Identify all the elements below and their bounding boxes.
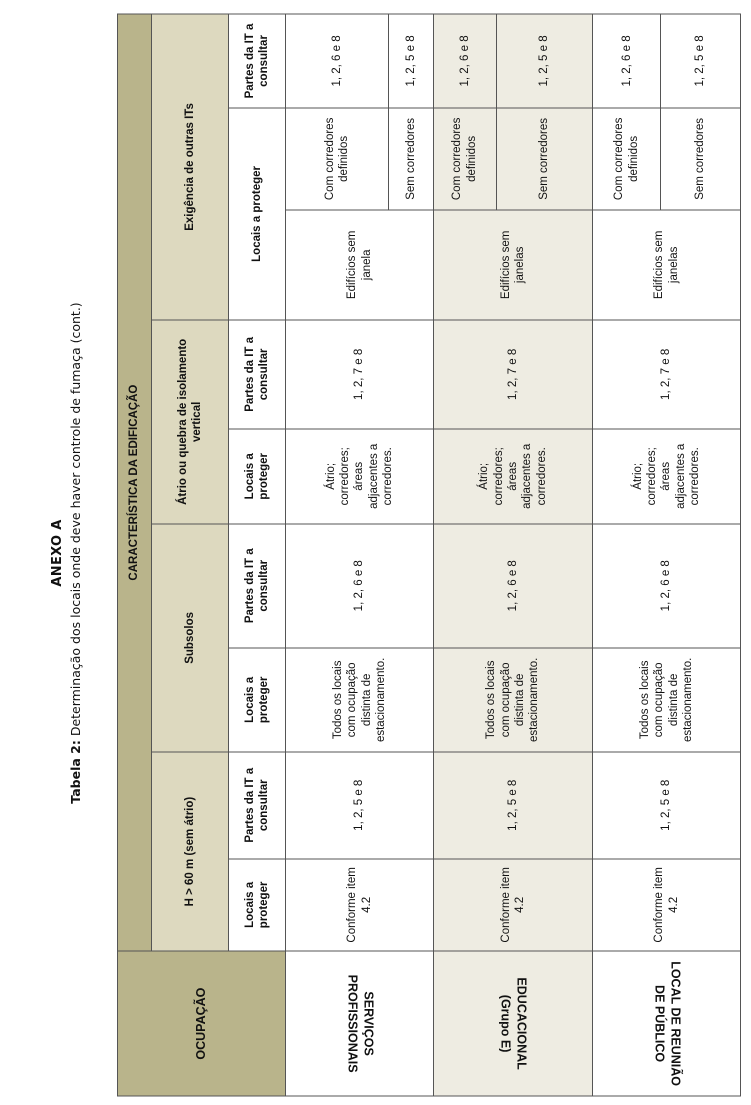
table-row [286,14,388,1096]
table-area [117,13,741,1096]
group-h60-header: H > 60 m (sem átrio) [152,751,229,950]
outras-b-locais-cell: Sem corredores [496,107,593,209]
h60-locais-cell: Conforme item 4.2 [593,858,741,951]
h60-locais-cell: Conforme item 4.2 [434,858,593,951]
caption-text: Determinação dos locais onde deve haver controle de fumaça (cont.) [68,301,83,740]
outras-b-partes-cell: 1, 2, 5 e 8 [496,14,593,108]
atrio-partes-cell: 1, 2, 7 e 8 [286,319,434,428]
outras-a-partes-cell: 1, 2, 6 e 8 [286,14,388,108]
occupation-label: EDUCACIONAL (Grupo E) [499,976,529,1070]
subsolos-partes-header: Partes da IT a consultar [229,523,286,647]
outras-a-locais-cell: Com corredores definidos [286,107,388,209]
group-subsolos-header: Subsolos [152,523,229,751]
group-outras-header: Exigência de outras ITs [152,14,229,320]
table-row [593,14,661,1096]
caption-label: Tabela 2: [68,739,83,804]
smoke-control-table [117,13,741,1096]
occupation-cell [593,951,741,1096]
h60-partes-header: Partes da IT a consultar [229,751,286,858]
h60-partes-cell: 1, 2, 5 e 8 [286,751,434,858]
subsolos-locais-cell: Todos os locais com ocupação distinta de estacionamento. [286,647,434,751]
h60-partes-cell: 1, 2, 5 e 8 [434,751,593,858]
atrio-partes-cell: 1, 2, 7 e 8 [593,319,741,428]
outras-partes-header: Partes da IT a consultar [229,14,286,108]
annex-title: ANEXO A [50,518,65,587]
subsolos-partes-cell: 1, 2, 6 e 8 [286,523,434,647]
subsolos-locais-header: Locais a proteger [229,647,286,751]
table-row [434,14,497,1096]
atrio-partes-header: Partes da IT a consultar [229,319,286,428]
outras-a-locais-cell: Com corredores definidos [593,107,661,209]
subsolos-partes-cell: 1, 2, 6 e 8 [593,523,741,647]
outras-locais-header: Locais a proteger [229,107,286,319]
subsolos-partes-cell: 1, 2, 6 e 8 [434,523,593,647]
outras-a-locais-cell: Com corredores definidos [434,107,497,209]
occupation-label: SERVIÇOS PROFISSIONAIS [345,974,376,1073]
atrio-partes-cell: 1, 2, 7 e 8 [434,319,593,428]
occupation-cell [286,951,434,1096]
atrio-locais-cell: Átrio; corredores; áreas adjacentes a corredores. [434,428,593,523]
outras-edificio-cell: Edifícios sem janelas [434,209,593,319]
subsolos-locais-cell: Todos os locais com ocupação distinta de estacionamento. [434,647,593,751]
h60-locais-header: Locais a proteger [229,858,286,951]
outras-b-locais-cell: Sem corredores [661,107,741,209]
outras-a-partes-cell: 1, 2, 6 e 8 [434,14,497,108]
table-rotator [117,13,741,1096]
outras-a-partes-cell: 1, 2, 6 e 8 [593,14,661,108]
atrio-locais-cell: Átrio; corredores; áreas adjacentes a corredores. [286,428,434,523]
subsolos-locais-cell: Todos os locais com ocupação distinta de estacionamento. [593,647,741,751]
atrio-locais-header: Locais a proteger [229,428,286,523]
h60-partes-cell: 1, 2, 5 e 8 [593,751,741,858]
h60-locais-cell: Conforme item 4.2 [286,858,434,951]
outras-edificio-cell: Edifícios sem janelas [593,209,741,319]
outras-edificio-cell: Edifícios sem janela [286,209,434,319]
outras-b-locais-cell: Sem corredores [388,107,433,209]
occupation-label: LOCAL DE REUNIÃO DE PÚBLICO [652,960,683,1086]
outras-b-partes-cell: 1, 2, 5 e 8 [388,14,433,108]
table-caption [67,53,85,1053]
title-inner [49,53,85,1053]
outras-b-partes-cell: 1, 2, 5 e 8 [661,14,741,108]
occupation-header: OCUPAÇÃO [118,951,286,1096]
title-block [27,0,107,1105]
main-header: CARACTERÍSTICA DA EDIFICAÇÃO [118,14,152,951]
occupation-cell [434,951,593,1096]
group-atrio-header: Átrio ou quebra de isolamento vertical [152,319,229,523]
atrio-locais-cell: Átrio; corredores; áreas adjacentes a corredores. [593,428,741,523]
